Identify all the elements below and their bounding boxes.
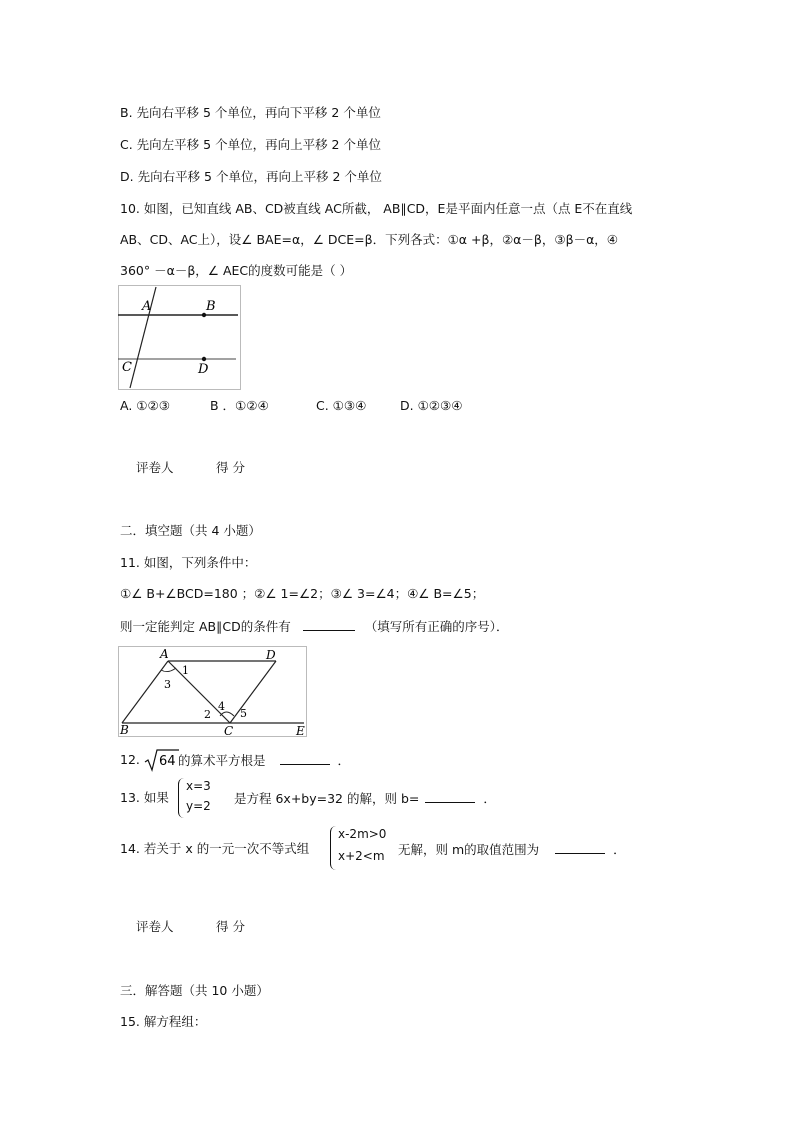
q14-line bbox=[398, 841, 626, 858]
q13-line bbox=[234, 790, 496, 807]
q14-answer-blank[interactable] bbox=[555, 841, 605, 854]
q11-label-e: E bbox=[296, 724, 305, 738]
section-3-heading: 三．解答题（共 10 小题） bbox=[120, 983, 269, 998]
q12-line bbox=[178, 752, 350, 769]
q9-option-c: C. 先向左平移 5 个单位，再向上平移 2 个单位 bbox=[120, 137, 381, 152]
q10-label-d: D bbox=[198, 362, 209, 377]
q14-end: ． bbox=[613, 842, 626, 857]
q13-end: ． bbox=[483, 791, 496, 806]
q11-figure bbox=[118, 646, 308, 738]
q14-mid: 无解，则 m的取值范围为 bbox=[398, 842, 540, 857]
q11-line-3 bbox=[120, 618, 508, 635]
q12-answer-blank[interactable] bbox=[280, 752, 330, 765]
q11-label-d: D bbox=[266, 648, 276, 662]
q14-pre: 14. 若关于 x 的一元一次不等式组 bbox=[120, 841, 310, 856]
section-2-heading: 二．填空题（共 4 小题） bbox=[120, 523, 261, 538]
q10-line-3: 360° －α－β，∠ AEC的度数可能是（ ） bbox=[120, 263, 353, 278]
q10-option-a: A. ①②③ bbox=[120, 398, 170, 413]
q13-answer-blank[interactable] bbox=[425, 790, 475, 803]
q10-option-c: C. ①③④ bbox=[316, 398, 367, 413]
q14-ineq-1: x-2m>0 bbox=[338, 827, 387, 841]
q14-ineq-2: x+2<m bbox=[338, 849, 385, 863]
q10-label-a: A bbox=[142, 299, 152, 314]
q11-angle-2: 2 bbox=[204, 708, 211, 721]
q10-option-d: D. ①②③④ bbox=[400, 398, 463, 413]
q12-text: 的算术平方根是 bbox=[178, 753, 266, 768]
q11-label-b: B bbox=[120, 723, 129, 737]
q10-figure bbox=[118, 285, 242, 391]
q11-angle-4: 4 bbox=[218, 700, 225, 713]
q11-label-a: A bbox=[160, 647, 169, 661]
q9-option-b: B. 先向右平移 5 个单位，再向下平移 2 个单位 bbox=[120, 105, 381, 120]
q11-angle-1: 1 bbox=[182, 664, 189, 677]
q11-answer-blank[interactable] bbox=[303, 618, 355, 631]
q11-label-c: C bbox=[224, 724, 234, 738]
q13-eq-2: y=2 bbox=[186, 799, 211, 813]
q13-pre: 13. 如果 bbox=[120, 790, 169, 805]
q15-text: 15. 解方程组： bbox=[120, 1014, 207, 1029]
scorer-label: 评卷人 bbox=[136, 460, 174, 475]
q10-label-c: C bbox=[122, 360, 132, 375]
score-label: 得 分 bbox=[216, 460, 245, 475]
scorer-label-2: 评卷人 bbox=[136, 919, 174, 934]
q11-line-3-pre: 则一定能判定 AB∥CD的条件有 bbox=[120, 619, 291, 634]
q11-angle-3: 3 bbox=[164, 678, 171, 691]
q10-label-b: B bbox=[206, 299, 216, 314]
q13-mid: 是方程 6x+by=32 的解，则 b= bbox=[234, 791, 420, 806]
q9-option-d: D. 先向右平移 5 个单位，再向上平移 2 个单位 bbox=[120, 169, 382, 184]
q12-end: ． bbox=[337, 753, 350, 768]
sqrt-symbol bbox=[144, 748, 180, 772]
q12-number: 12. bbox=[120, 752, 140, 767]
q13-eq-1: x=3 bbox=[186, 779, 211, 793]
score-label-2: 得 分 bbox=[216, 919, 245, 934]
q11-angle-5: 5 bbox=[240, 707, 247, 720]
q10-line-2: AB、CD、AC上），设∠ BAE=α，∠ DCE=β．下列各式：①α +β，②α－β，③β－α，④ bbox=[120, 232, 619, 247]
q10-option-b: B ．①②④ bbox=[210, 398, 269, 413]
q11-line-2: ①∠ B+∠BCD=180 ；②∠ 1=∠2；③∠ 3=∠4；④∠ B=∠5； bbox=[120, 586, 485, 601]
q10-line-1: 10. 如图，已知直线 AB、CD被直线 AC所截， AB∥CD，E是平面内任意一点（点 E不在直线 bbox=[120, 201, 633, 216]
q12-radicand: 64 bbox=[159, 754, 176, 769]
q11-line-1: 11. 如图，下列条件中： bbox=[120, 555, 257, 570]
q11-line-3-post: （填写所有正确的序号）． bbox=[364, 619, 509, 634]
